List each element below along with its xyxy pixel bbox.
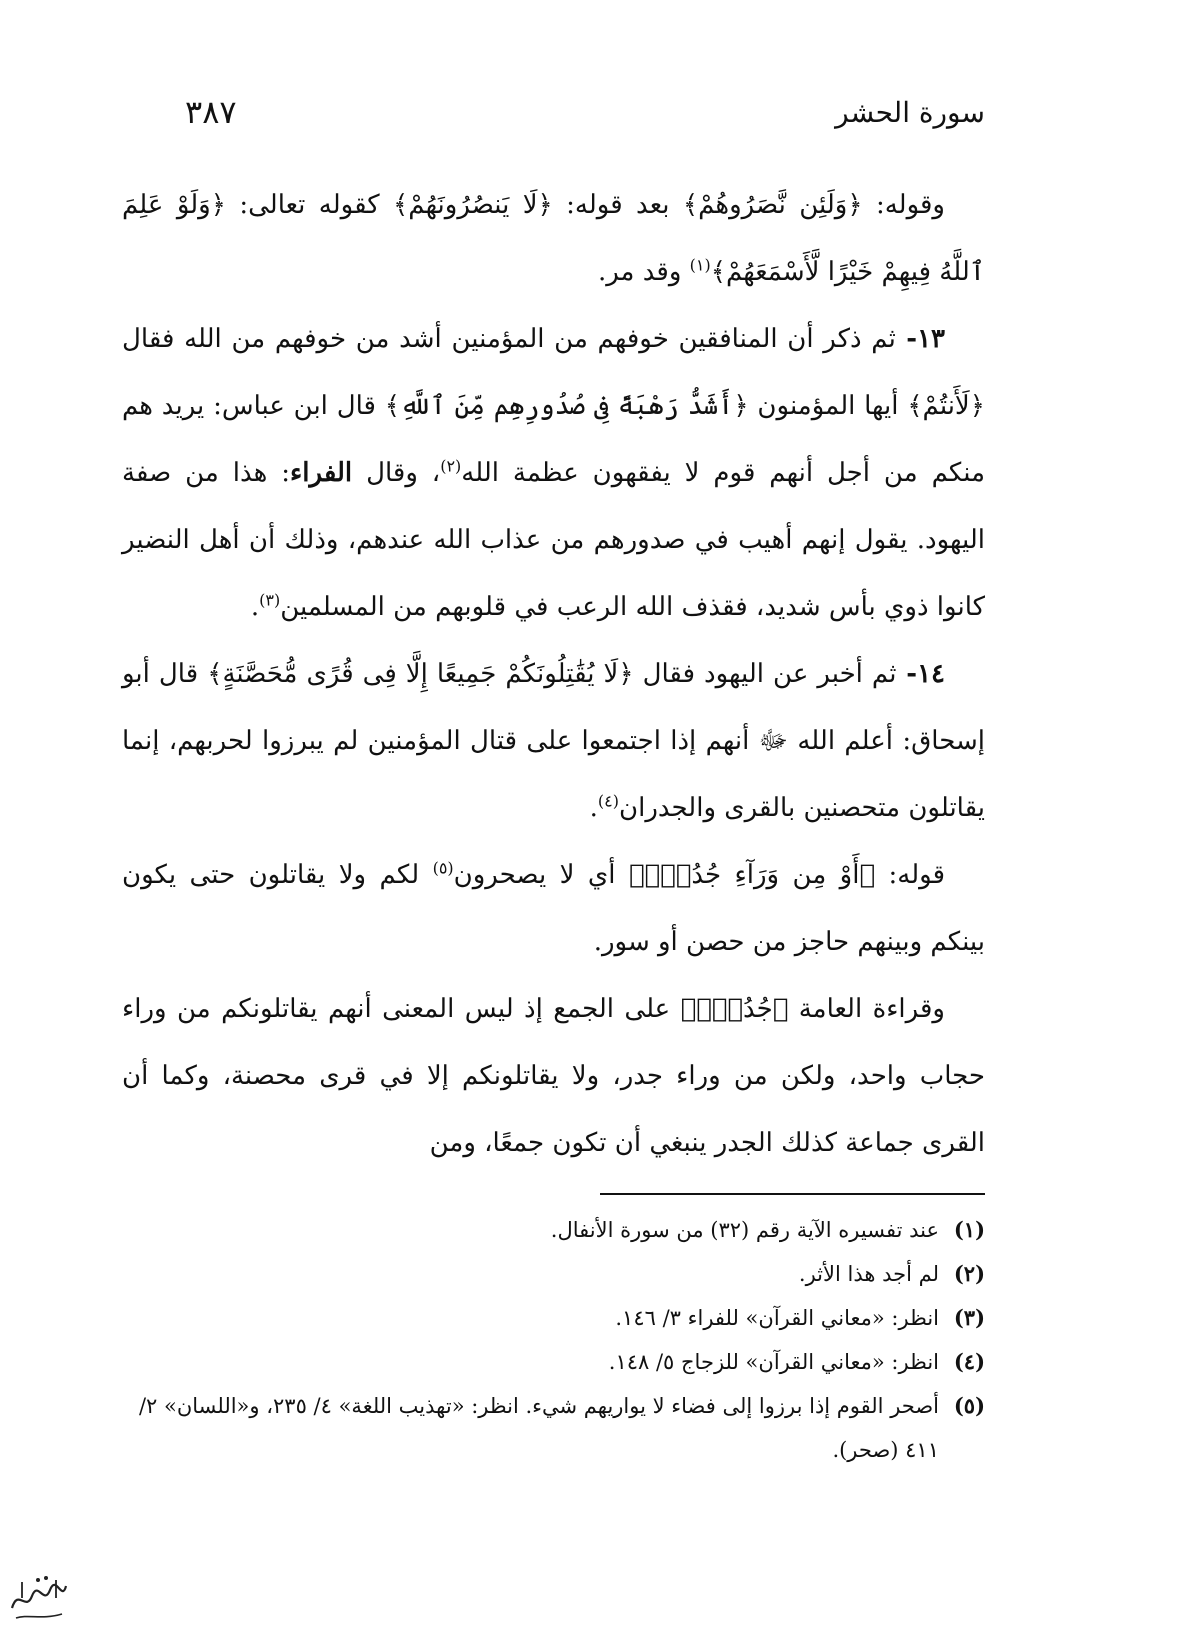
text-run: أيها المؤمنون — [748, 391, 908, 421]
text-run: بعد قوله: — [552, 190, 683, 220]
footnote-item — [122, 1296, 985, 1340]
text-run: على الجمع إذ ليس المعنى أنهم يقاتلونكم من وراء حجاب واحد، ولكن من وراء جدر، ولا يقاتلونكم إلا في قرى محصنة، وكما أن القرى جماعة كذلك الجدر ينبغي أن تكون جمعًا، ومن — [122, 994, 985, 1158]
text-run: أي لا يصحرون — [453, 860, 629, 890]
footnotes — [122, 1208, 985, 1472]
quran-verse: ﴿لَأَنتُمْ﴾ — [907, 391, 985, 421]
paragraph-4 — [122, 842, 985, 976]
paragraph-3 — [122, 641, 985, 842]
quran-verse: ﴿لَا يُقَٰتِلُونَكُمْ جَمِيعًا إِلَّا فِى قُرًى مُّحَصَّنَةٍ﴾ — [207, 659, 634, 689]
text-run: ثم ذكر أن المنافقين خوفهم من المؤمنين أشد من خوفهم من الله فقال — [122, 324, 896, 354]
quran-verse: ﴿جُدُرٍۭ﴾ — [680, 994, 789, 1024]
footnote-number: (٢) — [953, 1261, 985, 1286]
page-number: ٣٨٧ — [185, 93, 237, 131]
text-run: وقراءة العامة — [788, 994, 945, 1024]
section-number: ١٤- — [896, 659, 945, 689]
footnote-text: انظر: «معاني القرآن» للفراء ٣/ ١٤٦. — [615, 1306, 939, 1330]
text-run: . — [589, 793, 598, 823]
text-run: وقوله: — [862, 190, 945, 220]
footnote-number: (٤) — [953, 1349, 985, 1374]
text-run: ، وقال — [352, 458, 441, 488]
quran-verse: ﴿لَا يَنصُرُونَهُمْ﴾ — [393, 190, 553, 220]
footnote-ref-2[interactable]: (٢) — [440, 456, 462, 476]
footnote-number: (١) — [953, 1217, 985, 1242]
paragraph-5 — [122, 976, 985, 1177]
footnote-ref-5[interactable]: (٥) — [432, 858, 454, 878]
paragraph-2 — [122, 306, 985, 641]
paragraph-1 — [122, 172, 985, 306]
footnote-divider — [600, 1193, 985, 1195]
footnote-item — [122, 1340, 985, 1384]
quran-verse: ﴿أَشَدُّ رَهْبَةً فِى صُدُورِهِم مِّنَ ٱللَّهِ﴾ — [384, 391, 749, 421]
page-header — [185, 88, 985, 136]
footnote-text: لم أجد هذا الأثر. — [798, 1262, 939, 1286]
text-run: لكم ولا يقاتلون حتى يكون بينكم وبينهم حاجز من حصن أو سور. — [122, 860, 985, 957]
footnote-text: عند تفسيره الآية رقم (٣٢) من سورة الأنفال. — [550, 1218, 939, 1242]
footnote-number: (٥) — [953, 1393, 985, 1418]
text-run: . — [250, 592, 260, 622]
main-text — [122, 172, 985, 1177]
text-run: كقوله تعالى: — [225, 190, 394, 220]
section-number: ١٣- — [895, 324, 946, 354]
text-run: قوله: — [875, 860, 945, 890]
text-run: ثم أخبر عن اليهود فقال — [633, 659, 897, 689]
text-run: قال أبو إسحاق: أعلم الله ﷻ أنهم إذا اجتمعوا على قتال المؤمنين لم يبرزوا لحربهم، إنما يقاتلون متحصنين بالقرى والجدران — [122, 659, 985, 823]
text-run: : هذا من صفة اليهود. يقول إنهم أهيب في صدورهم من عذاب الله عندهم، وذلك أن أهل النضير كانوا ذوي بأس شديد، فقذف الله الرعب في قلوبهم من المسلمين — [122, 458, 985, 622]
footnote-item — [122, 1252, 985, 1296]
footnote-number: (٣) — [953, 1305, 985, 1330]
quran-verse: ﴿أَوْ مِن وَرَآءِ جُدُرٍۭ﴾ — [628, 860, 876, 890]
footnote-text: أصحر القوم إذا برزوا إلى فضاء لا يواريهم شيء. انظر: «تهذيب اللغة» ٤/ ٢٣٥، و«اللسان» ٢/ ٤١١ (صحر). — [138, 1394, 939, 1462]
footnote-text: انظر: «معاني القرآن» للزجاج ٥/ ١٤٨. — [608, 1350, 939, 1374]
text-run: قال ابن عباس: يريد هم منكم من أجل أنهم قوم لا يفقهون عظمة الله — [122, 391, 985, 488]
author-name: الفراء — [290, 458, 353, 488]
quran-verse: ﴿وَلَئِن نَّصَرُوهُمْ﴾ — [682, 190, 863, 220]
footnote-ref-4[interactable]: (٤) — [597, 791, 619, 811]
publisher-logo-icon — [8, 1568, 70, 1628]
footnote-ref-3[interactable]: (٣) — [259, 590, 281, 610]
footnote-ref-1[interactable]: (١) — [689, 255, 711, 275]
surah-title: سورة الحشر — [835, 95, 985, 129]
text-run: وقد مر. — [597, 257, 690, 287]
footnote-item — [122, 1208, 985, 1252]
footnote-item — [122, 1384, 985, 1472]
quran-verse: ﴿وَلَوْ عَلِمَ ٱللَّهُ فِيهِمْ خَيْرًا لَّأَسْمَعَهُمْ﴾ — [122, 190, 985, 287]
